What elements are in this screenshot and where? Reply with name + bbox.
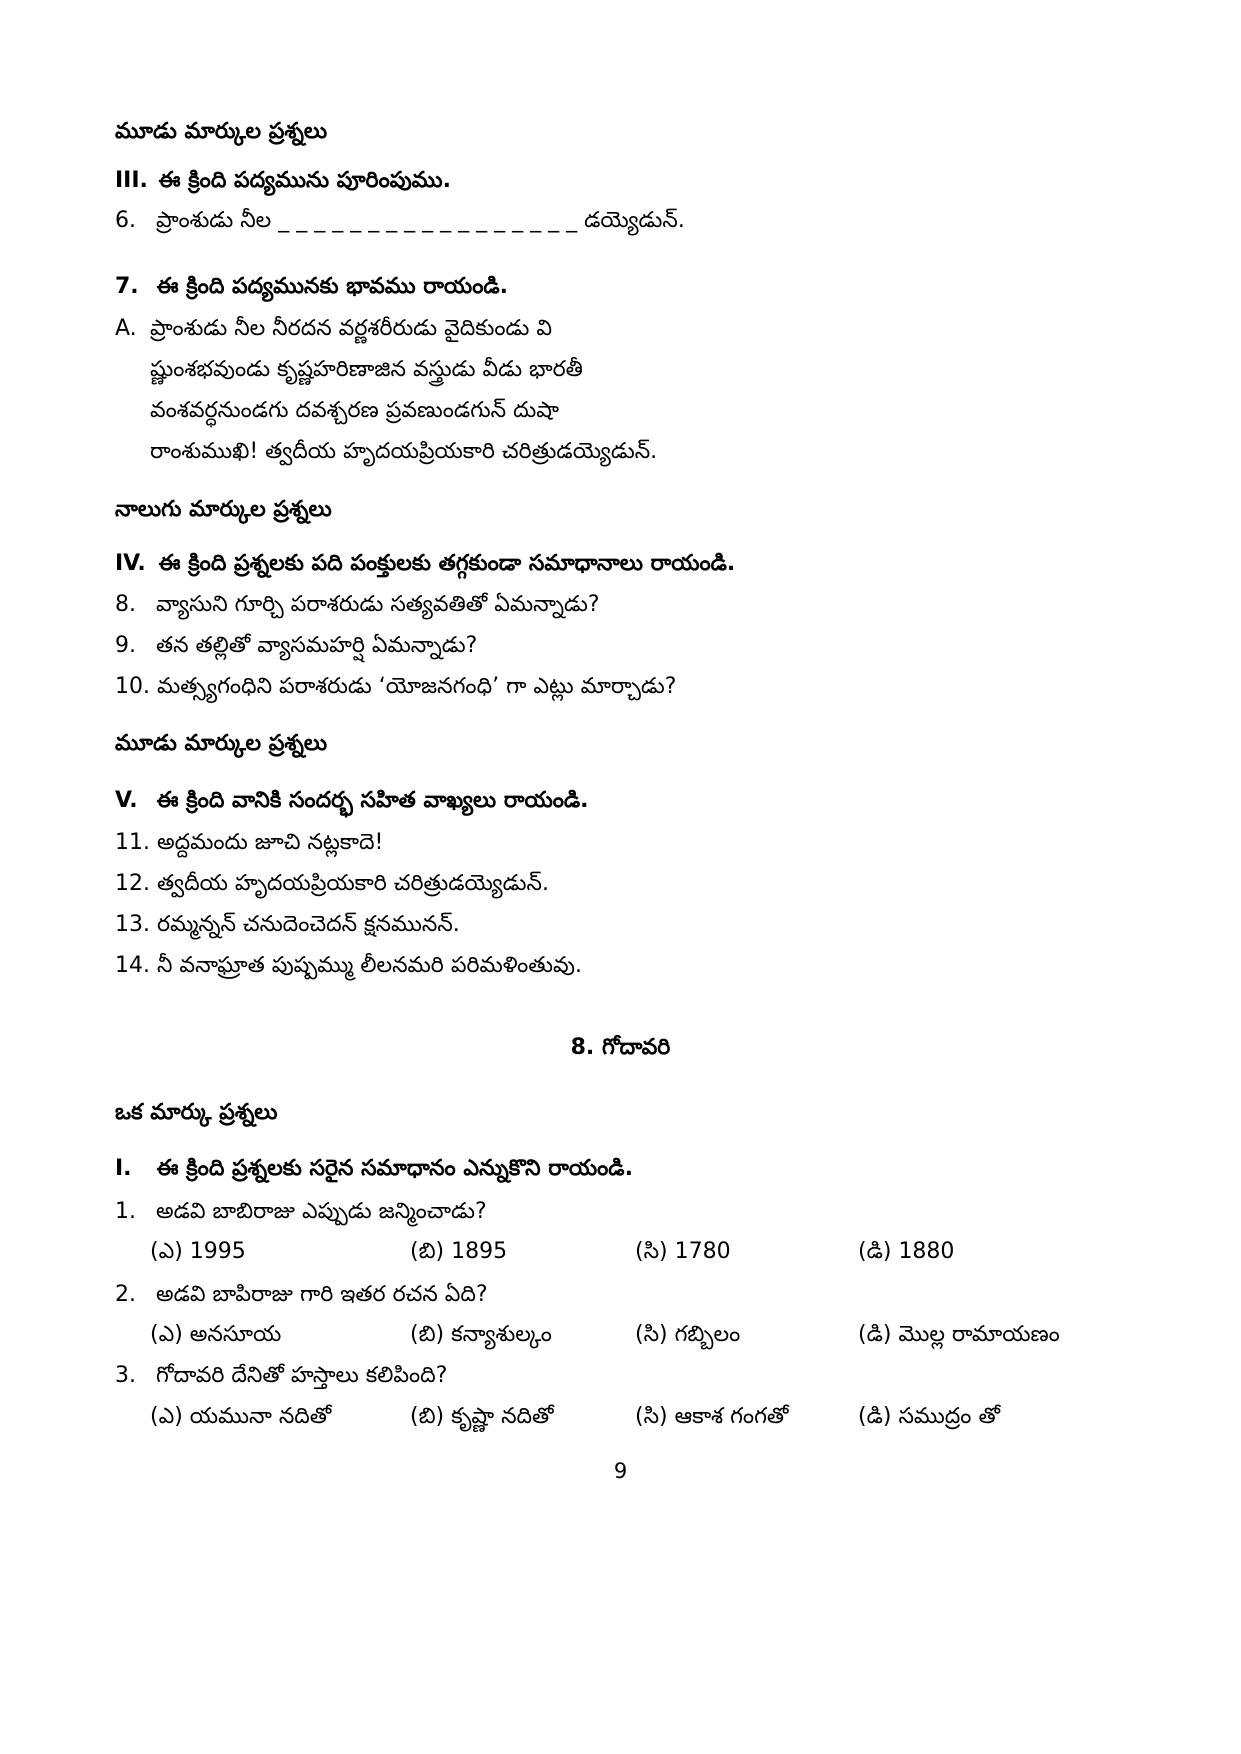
question-number: 2. (115, 1282, 136, 1307)
question-text: త్వదీయ హృదయప్రియకారి చరిత్రుడయ్యెడున్. (157, 871, 549, 896)
poem-line: వంశవర్ధనుండగు దవశ్చరణ ప్రవణుండగున్ దుషా (150, 398, 559, 423)
question-text: అడవి బాబిరాజు ఎప్పుడు జన్మించాడు? (156, 1199, 487, 1224)
mcq-option: (బి) 1895 (410, 1239, 508, 1264)
question-number: I. (115, 1156, 132, 1181)
list-item (115, 631, 477, 661)
question-number: 8. (115, 592, 136, 617)
question-number: 12. (115, 871, 150, 896)
poem-line: ష్ణుంశభవుండు కృష్ణహరిణాజిన వస్త్రుడు వీడు భారతీ (150, 357, 583, 382)
question-number: 1. (115, 1199, 136, 1224)
question-instruction-v (115, 786, 589, 816)
question-text: అడవి బాపిరాజు గారి ఇతర రచన ఏది? (156, 1282, 488, 1307)
question-number: 10. (115, 674, 150, 699)
chapter-title: 8. గోదావరి (570, 1035, 671, 1060)
question-text: ఈ క్రింది పద్యమునకు భావము రాయండి. (156, 274, 509, 299)
mcq-option: (ఎ) 1995 (150, 1239, 246, 1264)
question-number: IV. (115, 551, 146, 576)
question-number: 11. (115, 830, 150, 855)
mcq-option: (సి) ఆకాశ గంగతో (635, 1404, 789, 1429)
mcq-option: (బి) కన్యాశుల్కం (410, 1322, 552, 1347)
mcq-question (115, 1197, 487, 1227)
question-text: రమ్మన్నన్ చనుదెంచెదన్ క్షనమునన్. (157, 912, 460, 937)
question-6 (115, 206, 685, 236)
question-number: 6. (115, 208, 136, 233)
list-item (115, 590, 600, 620)
question-number: 9. (115, 633, 136, 658)
question-number: 3. (115, 1363, 136, 1388)
question-number: 14. (115, 953, 150, 978)
question-number: V. (115, 788, 138, 813)
question-number: III. (115, 168, 148, 193)
question-text: ప్రాంశుడు నీల _ _ _ _ _ _ _ _ _ _ _ _ _ _ _ _ _ డయ్యెడున్. (156, 208, 685, 233)
question-text: గోదావరి దేనితో హస్తాలు కలిపింది? (156, 1363, 448, 1388)
answer-label (115, 314, 149, 344)
question-text: ఈ క్రింది ప్రశ్నలకు సరైన సమాధానం ఎన్నుకొని రాయండి. (156, 1156, 633, 1181)
section-heading-one-mark: ఒక మార్కు ప్రశ్నలు (115, 1100, 278, 1125)
question-7 (115, 272, 508, 302)
section-heading-three-marks: మూడు మార్కుల ప్రశ్నలు (115, 731, 328, 756)
question-text: తన తల్లితో వ్యాసమహర్షి ఏమన్నాడు? (156, 633, 478, 658)
answer-marker: A. (115, 316, 137, 341)
question-text: అద్దమందు జూచి నట్లకాదె! (157, 830, 384, 855)
question-number: 7. (115, 274, 139, 299)
mcq-option: (డి) 1880 (858, 1239, 955, 1264)
question-text: మత్స్యగంధిని పరాశరుడు ‘యోజనగంధి’ గా ఎట్లు మార్చాడు? (157, 674, 677, 699)
mcq-option: (బి) కృష్ణా నదితో (410, 1404, 554, 1429)
mcq-option: (డి) మొల్ల రామాయణం (858, 1322, 1060, 1347)
list-item (115, 828, 383, 858)
question-text: ఈ క్రింది వానికి సందర్భ సహిత వాఖ్యలు రాయండి. (156, 788, 589, 813)
mcq-option: (సి) గబ్బిలం (635, 1322, 741, 1347)
list-item (115, 672, 676, 702)
mcq-question (115, 1280, 488, 1310)
question-instruction-iv (115, 549, 735, 579)
question-instruction-i (115, 1154, 633, 1184)
poem-line: ప్రాంశుడు నీల నీరదన వర్ణశరీరుడు వైదికుండు వి (150, 316, 553, 341)
mcq-option: (ఎ) అనసూయ (150, 1322, 282, 1347)
question-text: నీ వనాఘ్రాత పుష్పమ్ము లీలనమరి పరిమళింతువు. (157, 953, 582, 978)
page-number: 9 (613, 1459, 628, 1483)
mcq-option: (సి) 1780 (635, 1239, 731, 1264)
section-heading-three-marks: మూడు మార్కుల ప్రశ్నలు (115, 119, 328, 144)
question-number: 13. (115, 912, 150, 937)
section-heading-four-marks: నాలుగు మార్కుల ప్రశ్నలు (115, 497, 332, 522)
list-item (115, 869, 549, 899)
question-text: ఈ క్రింది పద్యమును పూరింపుము. (158, 168, 451, 193)
mcq-option: (ఎ) యమునా నదితో (150, 1404, 332, 1429)
list-item (115, 910, 460, 940)
mcq-question (115, 1361, 447, 1391)
list-item (115, 951, 582, 981)
question-instruction-iii (115, 166, 451, 196)
poem-line: రాంశుముఖి! త్వదీయ హృదయప్రియకారి చరిత్రుడయ్యెడున్. (150, 439, 658, 464)
question-text: వ్యాసుని గూర్చి పరాశరుడు సత్యవతితో ఏమన్నాడు? (156, 592, 600, 617)
mcq-option: (డి) సముద్రం తో (858, 1404, 1000, 1429)
question-text: ఈ క్రింది ప్రశ్నలకు పది పంక్తులకు తగ్గకుండా సమాధానాలు రాయండి. (158, 551, 736, 576)
